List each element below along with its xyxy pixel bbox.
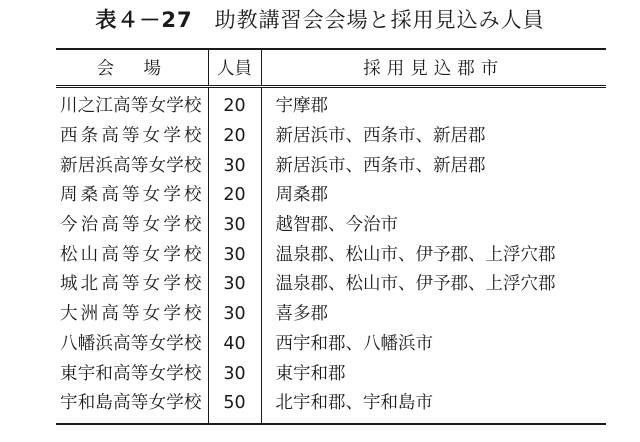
cities-cell: 新居浜市、西条市、新居郡: [261, 122, 606, 152]
header-cities: 採用見込郡市: [261, 49, 606, 87]
cities-cell: 周桑郡: [261, 181, 606, 211]
cities-cell: 新居浜市、西条市、新居郡: [261, 151, 606, 181]
table-row: [56, 181, 606, 211]
venue-table: [56, 48, 606, 425]
count-cell: 30: [208, 300, 261, 330]
count-cell: 30: [208, 359, 261, 389]
count-cell: 30: [208, 151, 261, 181]
venue-cell: 城北高等女学校: [60, 274, 202, 295]
venue-cell: 大洲高等女学校: [60, 304, 202, 325]
table-row: [56, 151, 606, 181]
cities-cell: 温泉郡、松山市、伊予郡、上浮穴郡: [261, 270, 606, 300]
cities-cell: 西宇和郡、八幡浜市: [261, 330, 606, 360]
count-cell: 40: [208, 330, 261, 360]
table-title: 助教講習会会場と採用見込み人員: [214, 8, 545, 32]
cities-cell: 越智郡、今治市: [261, 211, 606, 241]
venue-cell: 周桑高等女学校: [60, 185, 202, 206]
table-row: [56, 270, 606, 300]
venue-cell: 西条高等女学校: [60, 126, 202, 147]
table-row: [56, 240, 606, 270]
count-cell: 20: [208, 122, 261, 152]
header-count: 人員: [208, 49, 261, 87]
table-row: [56, 389, 606, 424]
count-cell: 20: [208, 87, 261, 122]
table-row: [56, 122, 606, 152]
table-row: [56, 87, 606, 122]
cities-cell: 東宇和郡: [261, 359, 606, 389]
cities-cell: 喜多郡: [261, 300, 606, 330]
header-row: [56, 49, 606, 87]
table-caption: [0, 6, 640, 34]
count-cell: 50: [208, 389, 261, 424]
venue-cell: 松山高等女学校: [60, 244, 202, 265]
table-row: [56, 300, 606, 330]
venue-cell: 川之江高等女学校: [60, 96, 202, 117]
count-cell: 30: [208, 240, 261, 270]
venue-cell: 新居浜高等女学校: [60, 155, 202, 176]
table-row: [56, 211, 606, 241]
cities-cell: 宇摩郡: [261, 87, 606, 122]
count-cell: 30: [208, 211, 261, 241]
venue-cell: 今治高等女学校: [60, 215, 202, 236]
table-row: [56, 359, 606, 389]
count-cell: 20: [208, 181, 261, 211]
cities-cell: 北宇和郡、宇和島市: [261, 389, 606, 424]
cities-cell: 温泉郡、松山市、伊予郡、上浮穴郡: [261, 240, 606, 270]
count-cell: 30: [208, 270, 261, 300]
table-number: 表４－27: [95, 8, 193, 32]
table-body: [56, 87, 606, 424]
venue-cell: 東宇和高等女学校: [60, 363, 202, 384]
table-row: [56, 330, 606, 360]
header-venue: 会 場: [56, 49, 208, 87]
venue-cell: 宇和島高等女学校: [56, 389, 208, 424]
venue-cell: 八幡浜高等女学校: [60, 333, 202, 354]
